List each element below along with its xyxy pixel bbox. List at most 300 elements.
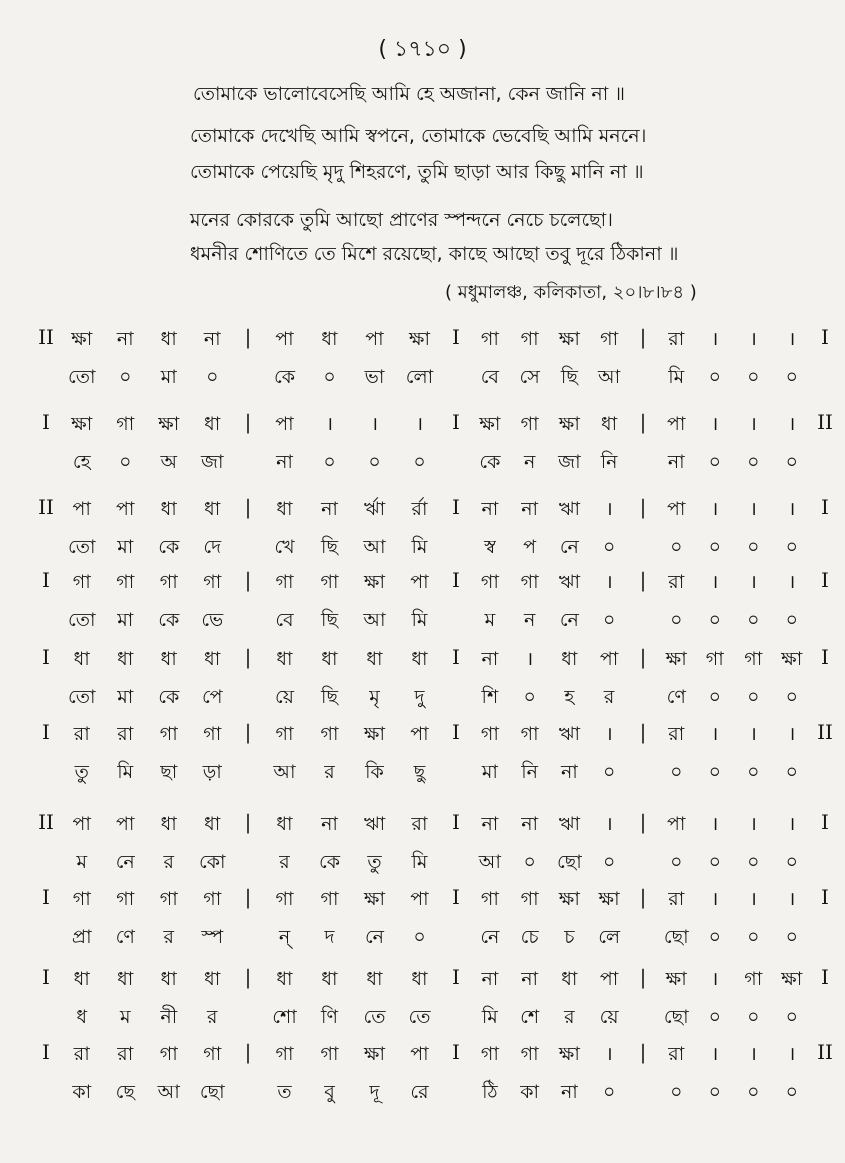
lyric-syllable: ০ — [523, 851, 536, 873]
swara-note: পা — [410, 888, 429, 910]
swara-note: । — [605, 571, 613, 593]
swara-note: পা — [410, 571, 429, 593]
lyric-syllable: তো — [68, 536, 96, 558]
swara-note: না — [203, 328, 221, 350]
swara-note: । — [711, 723, 719, 745]
swara-note: ধা — [321, 648, 338, 670]
lyric-syllable: ০ — [785, 609, 798, 631]
lyric-syllable: ০ — [747, 686, 760, 708]
notation-block — [0, 645, 845, 725]
lyric-syllable: দু — [414, 686, 425, 708]
swara-note: রা — [668, 888, 685, 910]
swara-note: রা — [668, 723, 685, 745]
lyric-syllable: ০ — [602, 761, 616, 783]
swara-note: ধা — [204, 813, 221, 835]
lyric-syllable: ০ — [785, 536, 798, 558]
swara-note: । — [711, 413, 719, 435]
swara-note: ধা — [321, 968, 338, 990]
swara-note: । — [749, 723, 757, 745]
swara-note: । — [788, 571, 796, 593]
swara-note: । — [749, 888, 757, 910]
swara-note: । — [605, 813, 613, 835]
swara-note: ধা — [160, 968, 177, 990]
swara-note: পা — [667, 813, 686, 835]
lyric-syllable: ০ — [785, 1006, 798, 1028]
lyric-syllable: লে — [598, 926, 621, 948]
lyric-syllable: অ — [160, 451, 177, 473]
swara-note: গা — [116, 888, 135, 910]
lyric-syllable: কা — [72, 1081, 92, 1103]
lyric-syllable: ০ — [708, 366, 721, 388]
lyric-syllable: ঠি — [482, 1081, 498, 1103]
lyric-syllable: ০ — [206, 366, 219, 388]
lyric-line: তোমাকে দেখেছি আমি স্বপনে, তোমাকে ভেবেছি আমি মননে। — [190, 125, 647, 147]
swara-note: ঋা — [558, 813, 580, 835]
swara-note: ঋা — [363, 813, 386, 835]
swara-note: রা — [73, 1043, 90, 1065]
lyric-syllable: ০ — [708, 761, 721, 783]
swara-note: ক্ষা — [71, 328, 93, 350]
lyric-syllable: দ — [324, 926, 335, 948]
swara-note: ক্ষা — [364, 1043, 385, 1065]
swara-note: । — [370, 413, 379, 435]
lyric-syllable: তো — [68, 686, 96, 708]
swara-note: পা — [72, 813, 91, 835]
lyric-syllable: ০ — [323, 366, 336, 388]
lyric-syllable: ০ — [747, 536, 760, 558]
notation-block — [0, 325, 845, 405]
lyric-syllable: নি — [521, 761, 539, 783]
lyric-syllable: কি — [365, 761, 384, 783]
swara-note: গা — [320, 571, 339, 593]
lyric-syllable: ড়া — [202, 761, 222, 783]
lyric-syllable: ০ — [747, 761, 760, 783]
swara-note: না — [481, 968, 499, 990]
lyric-syllable: ছে — [115, 1081, 135, 1103]
bar-line: | — [639, 410, 647, 434]
lyric-syllable: ০ — [785, 1081, 798, 1103]
swara-note: না — [481, 813, 499, 835]
swara-note: ধা — [204, 413, 221, 435]
swara-note: ধা — [160, 813, 177, 835]
lyric-syllable: র — [324, 761, 335, 783]
lyric-syllable: নে — [559, 609, 579, 631]
lyric-syllable: ০ — [602, 536, 616, 558]
lyric-syllable: খে — [274, 536, 295, 558]
swara-note: ধা — [601, 413, 618, 435]
notation-block — [0, 810, 845, 890]
swara-note: পা — [667, 413, 686, 435]
lyric-syllable: কে — [158, 536, 180, 558]
swara-note: ক্ষা — [71, 413, 93, 435]
bar-line: I — [821, 965, 829, 989]
bar-line: I — [821, 495, 829, 519]
swara-note: ধা — [321, 328, 338, 350]
swara-note: গা — [275, 1043, 294, 1065]
swara-note: । — [711, 968, 719, 990]
lyric-syllable: না — [560, 761, 578, 783]
bar-line: I — [821, 810, 829, 834]
swara-note: গা — [116, 413, 135, 435]
bar-line: I — [821, 885, 829, 909]
lyric-syllable: ০ — [747, 451, 760, 473]
bar-line: I — [42, 1040, 50, 1064]
swara-note: গা — [520, 888, 539, 910]
lyric-syllable: সে — [519, 366, 540, 388]
swara-note: ধা — [411, 648, 428, 670]
lyric-syllable: আ — [598, 366, 621, 388]
lyric-syllable: ০ — [747, 1081, 760, 1103]
lyric-syllable: লো — [405, 366, 434, 388]
lyric-line: ধমনীর শোণিতে তে মিশে রয়েছো, কাছে আছো তবু দূরে ঠিকানা ॥ — [190, 243, 679, 265]
bar-line: | — [244, 810, 252, 834]
lyric-syllable: না — [560, 1081, 578, 1103]
swara-note: রা — [73, 723, 90, 745]
bar-line: | — [639, 645, 647, 669]
swara-note: ধা — [73, 648, 90, 670]
lyric-syllable: র — [163, 851, 174, 873]
lyric-syllable: র — [163, 926, 174, 948]
lyric-syllable: ০ — [323, 451, 336, 473]
swara-note: ধা — [117, 968, 134, 990]
swara-note: ক্ষা — [364, 888, 385, 910]
lyric-syllable: ০ — [413, 451, 426, 473]
swara-note: রা — [117, 723, 134, 745]
bar-line: | — [244, 410, 252, 434]
swara-note: পা — [410, 723, 429, 745]
lyric-syllable: কে — [318, 851, 340, 873]
swara-note: পা — [275, 328, 294, 350]
lyric-syllable: পে — [201, 686, 223, 708]
bar-line: | — [639, 1040, 647, 1064]
swara-note: । — [749, 328, 757, 350]
lyric-syllable: ০ — [368, 451, 381, 473]
lyric-syllable: শো — [272, 1006, 297, 1028]
swara-note: পা — [116, 498, 135, 520]
swara-note: গা — [159, 1043, 178, 1065]
lyric-syllable: স্ব — [484, 536, 496, 558]
swara-note: গা — [520, 1043, 539, 1065]
swara-note: পা — [72, 498, 91, 520]
lyric-syllable: স্প — [201, 926, 224, 948]
swara-note: না — [321, 813, 338, 835]
lyric-syllable: মৃ — [369, 686, 380, 708]
swara-note: ক্ষা — [781, 648, 803, 670]
lyric-syllable: ০ — [747, 609, 760, 631]
lyric-syllable: বে — [275, 609, 294, 631]
bar-line: I — [452, 410, 460, 434]
swara-note: গা — [480, 328, 499, 350]
lyric-syllable: ০ — [670, 761, 683, 783]
lyric-syllable: ছো — [663, 1006, 689, 1028]
swara-note: র্ঋা — [363, 498, 386, 520]
lyric-syllable: নে — [115, 851, 135, 873]
lyric-syllable: ০ — [523, 686, 536, 708]
swara-note: গা — [159, 571, 178, 593]
swara-note: ক্ষা — [781, 968, 803, 990]
bar-line: II — [38, 495, 54, 519]
swara-note: ঋা — [558, 571, 580, 593]
lyric-syllable: আ — [157, 1081, 180, 1103]
bar-line: I — [821, 325, 829, 349]
bar-line: | — [244, 325, 252, 349]
lyric-syllable: ম — [76, 851, 88, 873]
bar-line: | — [639, 810, 647, 834]
notation-block — [0, 495, 845, 575]
swara-note: না — [116, 328, 134, 350]
swara-note: পা — [365, 328, 384, 350]
lyric-syllable: ০ — [602, 851, 616, 873]
bar-line: | — [244, 568, 252, 592]
song-number: ( ১৭১০ ) — [378, 37, 467, 62]
swara-note: ধা — [276, 813, 293, 835]
swara-note: ক্ষা — [558, 888, 580, 910]
swara-note: পা — [116, 813, 135, 835]
lyric-syllable: ০ — [602, 1081, 616, 1103]
lyric-syllable: বে — [480, 366, 500, 388]
lyric-syllable: নি — [600, 451, 618, 473]
swara-note: গা — [705, 648, 724, 670]
lyric-syllable: ০ — [670, 1081, 683, 1103]
lyric-syllable: মা — [481, 761, 498, 783]
lyric-syllable: চ — [564, 926, 575, 948]
swara-note: । — [711, 571, 719, 593]
swara-note: গা — [116, 571, 135, 593]
swara-note: ঋা — [558, 498, 580, 520]
lyric-syllable: জা — [558, 451, 581, 473]
bar-line: II — [817, 720, 833, 744]
swara-note: ধা — [276, 968, 293, 990]
lyric-syllable: ০ — [747, 366, 760, 388]
lyric-syllable: ০ — [708, 851, 721, 873]
bar-line: I — [42, 965, 50, 989]
swara-note: পা — [599, 648, 619, 670]
bar-line: II — [38, 325, 54, 349]
swara-note: গা — [520, 413, 539, 435]
swara-note: গা — [320, 1043, 339, 1065]
lyric-syllable: আ — [478, 851, 501, 873]
swara-note: । — [749, 813, 757, 835]
bar-line: | — [244, 495, 252, 519]
swara-note: ধা — [366, 968, 383, 990]
swara-note: । — [749, 498, 757, 520]
lyric-syllable: মি — [411, 609, 428, 631]
lyric-syllable: ০ — [747, 926, 760, 948]
lyric-syllable: ধ — [76, 1006, 88, 1028]
swara-note: গা — [159, 888, 178, 910]
notation-block — [0, 410, 845, 490]
swara-note: ক্ষা — [558, 413, 580, 435]
swara-note: ধা — [117, 648, 134, 670]
bar-line: II — [817, 410, 833, 434]
swara-note: ধা — [204, 648, 221, 670]
swara-note: না — [521, 498, 539, 520]
lyric-syllable: হে — [72, 451, 91, 473]
lyric-syllable: আ — [363, 609, 386, 631]
swara-note: ধা — [160, 498, 177, 520]
lyric-syllable: ০ — [785, 761, 798, 783]
swara-note: । — [711, 813, 719, 835]
swara-note: না — [521, 968, 539, 990]
bar-line: I — [452, 965, 460, 989]
notation-block — [0, 568, 845, 648]
lyric-syllable: ন্ — [278, 926, 291, 948]
swara-note: গা — [480, 571, 499, 593]
lyric-syllable: শি — [481, 686, 499, 708]
lyric-syllable: য়ে — [599, 1006, 619, 1028]
swara-note: ধা — [276, 648, 293, 670]
notation-block — [0, 965, 845, 1045]
swara-note: গা — [744, 648, 763, 670]
lyric-syllable: ছো — [663, 926, 689, 948]
lyric-syllable: নে — [364, 926, 385, 948]
lyric-syllable: য়ে — [275, 686, 294, 708]
lyric-syllable: মা — [117, 686, 134, 708]
swara-note: রা — [668, 571, 685, 593]
lyric-syllable: ছো — [199, 1081, 225, 1103]
bar-line: I — [42, 645, 50, 669]
swara-note: । — [415, 413, 424, 435]
swara-note: গা — [72, 888, 91, 910]
swara-note: । — [325, 413, 334, 435]
bar-line: I — [452, 568, 460, 592]
lyric-syllable: আ — [363, 536, 386, 558]
swara-note: গা — [275, 888, 294, 910]
swara-note: । — [749, 1043, 757, 1065]
swara-note: ক্ষা — [598, 888, 620, 910]
swara-note: ক্ষা — [558, 328, 580, 350]
swara-note: না — [481, 648, 499, 670]
bar-line: I — [452, 810, 460, 834]
lyric-syllable: বু — [324, 1081, 335, 1103]
bar-line: I — [42, 720, 50, 744]
lyric-syllable: শে — [520, 1006, 540, 1028]
swara-note: গা — [203, 723, 222, 745]
lyric-line: তোমাকে ভালোবেসেছি আমি হে অজানা, কেন জানি না ॥ — [193, 83, 626, 105]
lyric-syllable: ০ — [708, 609, 721, 631]
swara-note: র্রা — [411, 498, 428, 520]
swara-note: গা — [203, 888, 222, 910]
swara-note: না — [481, 498, 499, 520]
lyric-syllable: র — [207, 1006, 218, 1028]
lyric-syllable: মি — [411, 851, 428, 873]
lyric-syllable: ত — [277, 1081, 292, 1103]
swara-note: ধা — [276, 498, 293, 520]
swara-note: গা — [275, 723, 294, 745]
swara-note: ক্ষা — [665, 648, 687, 670]
bar-line: | — [244, 720, 252, 744]
swara-note: । — [788, 413, 796, 435]
bar-line: I — [452, 495, 460, 519]
lyric-syllable: ০ — [785, 686, 798, 708]
lyric-syllable: ম — [119, 1006, 131, 1028]
bar-line: I — [821, 645, 829, 669]
swara-note: ধা — [73, 968, 90, 990]
swara-note: রা — [668, 328, 685, 350]
lyric-syllable: ন — [523, 609, 536, 631]
bar-line: | — [639, 885, 647, 909]
swara-note: গা — [744, 968, 763, 990]
swara-note: গা — [72, 571, 91, 593]
swara-note: গা — [480, 888, 499, 910]
lyric-syllable: ০ — [670, 536, 683, 558]
swara-note: গা — [480, 1043, 499, 1065]
bar-line: I — [452, 325, 460, 349]
swara-note: । — [788, 328, 796, 350]
lyric-syllable: প্রা — [71, 926, 92, 948]
notation-block — [0, 1040, 845, 1120]
bar-line: I — [42, 568, 50, 592]
swara-note: ক্ষা — [409, 328, 430, 350]
swara-note: । — [749, 413, 757, 435]
bar-line: II — [817, 1040, 833, 1064]
lyric-syllable: ভা — [364, 366, 385, 388]
lyric-syllable: তু — [74, 761, 89, 783]
swara-note: গা — [320, 888, 339, 910]
lyric-syllable: তো — [68, 609, 96, 631]
lyric-syllable: তো — [68, 366, 96, 388]
bar-line: | — [639, 965, 647, 989]
swara-note: ক্ষা — [665, 968, 687, 990]
swara-note: না — [521, 813, 539, 835]
swara-note: পা — [599, 968, 619, 990]
notation-block — [0, 720, 845, 800]
lyric-syllable: চে — [520, 926, 539, 948]
lyric-syllable: ছো — [557, 851, 582, 873]
lyric-syllable: ছা — [160, 761, 178, 783]
lyric-syllable: রে — [410, 1081, 429, 1103]
swara-note: গা — [520, 571, 539, 593]
lyric-syllable: মি — [117, 761, 134, 783]
swara-note: ধা — [160, 648, 177, 670]
swara-note: । — [788, 813, 796, 835]
lyric-syllable: তু — [367, 851, 382, 873]
lyric-syllable: ছি — [560, 366, 578, 388]
lyric-syllable: ন — [523, 451, 536, 473]
lyric-syllable: কে — [273, 366, 295, 388]
lyric-syllable: মি — [668, 366, 685, 388]
lyric-syllable: ০ — [785, 851, 798, 873]
swara-note: ক্ষা — [364, 723, 385, 745]
lyric-syllable: মি — [411, 536, 428, 558]
swara-note: ধা — [411, 968, 428, 990]
swara-note: । — [788, 723, 796, 745]
bar-line: | — [244, 965, 252, 989]
swara-note: পা — [275, 413, 294, 435]
bar-line: I — [452, 645, 460, 669]
swara-note: ধা — [561, 968, 578, 990]
lyric-syllable: নী — [160, 1006, 178, 1028]
swara-note: গা — [520, 723, 539, 745]
lyric-syllable: ণি — [321, 1006, 338, 1028]
lyric-syllable: ০ — [747, 851, 760, 873]
lyric-syllable: র — [603, 686, 615, 708]
lyric-syllable: না — [667, 451, 685, 473]
swara-note: ধা — [366, 648, 383, 670]
swara-note: ক্ষা — [158, 413, 180, 435]
swara-note: গা — [480, 723, 499, 745]
swara-note: ধা — [204, 498, 221, 520]
swara-note: । — [526, 648, 534, 670]
notation-block — [0, 885, 845, 965]
lyric-syllable: প — [523, 536, 537, 558]
lyric-syllable: কা — [520, 1081, 540, 1103]
lyric-line: মনের কোরকে তুমি আছো প্রাণের স্পন্দনে নেচে চলেছো। — [190, 209, 613, 231]
lyric-syllable: মা — [117, 609, 134, 631]
swara-note: পা — [667, 498, 686, 520]
lyric-syllable: ণে — [115, 926, 135, 948]
lyric-syllable: কে — [158, 686, 180, 708]
